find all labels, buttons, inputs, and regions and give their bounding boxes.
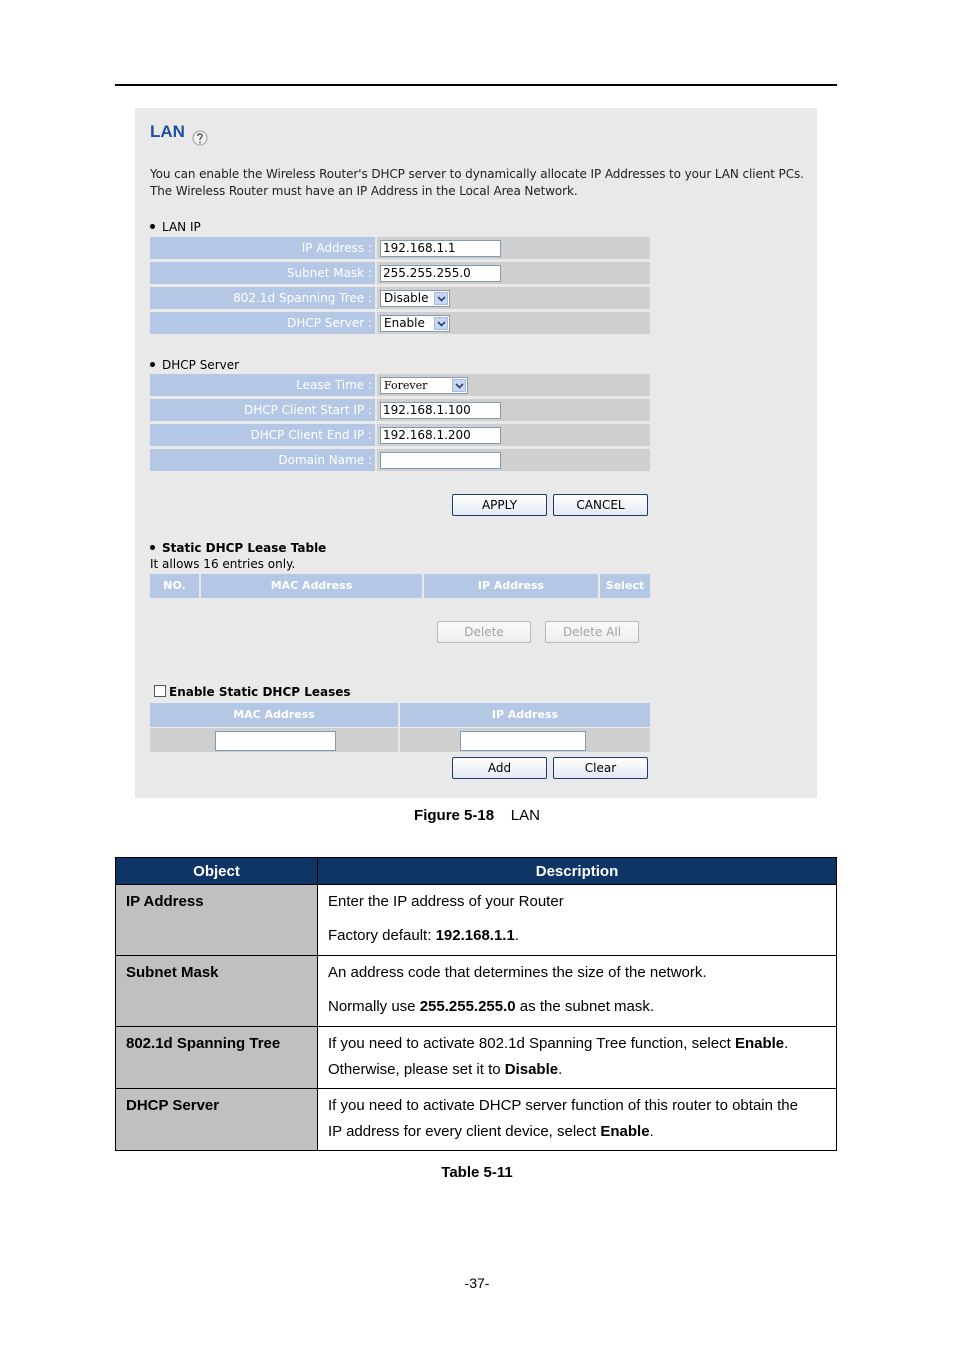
ip-address-input[interactable] — [460, 731, 586, 751]
spanning-tree-row — [150, 286, 650, 311]
lan-settings-panel — [135, 108, 817, 798]
subnet-mask-input[interactable] — [380, 265, 501, 282]
bullet-icon — [150, 545, 155, 550]
col-ip-address: IP Address — [400, 703, 650, 727]
description-cell: An address code that determines the size of the network. Normally use 255.255.255.0 as the subnet mask. — [318, 956, 837, 1027]
end-ip-label: DHCP Client End IP : — [150, 423, 376, 448]
delete-button[interactable]: Delete — [437, 621, 531, 643]
static-leases-header — [150, 703, 650, 727]
start-ip-row — [150, 398, 650, 423]
checkbox-icon[interactable] — [154, 685, 166, 697]
static-table-heading: Static DHCP Lease Table — [150, 541, 326, 555]
dhcp-server-form — [150, 374, 650, 474]
table-header-row — [116, 858, 837, 885]
bullet-icon — [150, 224, 155, 229]
subnet-mask-row — [150, 261, 650, 286]
enable-static-leases-checkbox[interactable]: Enable Static DHCP Leases — [154, 685, 351, 699]
static-leases-row — [150, 728, 650, 752]
chevron-down-icon[interactable] — [434, 317, 448, 330]
static-table-header — [150, 574, 650, 598]
lease-time-select[interactable]: Forever — [380, 377, 468, 394]
dhcp-server-select[interactable]: Enable — [380, 315, 450, 332]
clear-button[interactable]: Clear — [553, 757, 648, 779]
cancel-button[interactable]: CANCEL — [553, 494, 648, 516]
spanning-tree-label: 802.1d Spanning Tree : — [150, 286, 376, 311]
table-row — [116, 956, 837, 1027]
help-icon[interactable] — [191, 130, 209, 146]
lan-ip-heading: LAN IP — [150, 220, 201, 234]
start-ip-input[interactable] — [380, 402, 501, 419]
dhcp-server-row — [150, 311, 650, 336]
table-row — [116, 1027, 837, 1089]
object-cell: 802.1d Spanning Tree — [116, 1027, 318, 1089]
col-no: NO. — [150, 574, 201, 598]
table-row — [116, 885, 837, 956]
dhcp-server-label: DHCP Server : — [150, 311, 376, 336]
lease-time-row — [150, 374, 650, 398]
spanning-tree-select[interactable]: Disable — [380, 290, 450, 307]
col-mac-address: MAC Address — [201, 574, 424, 598]
end-ip-input[interactable] — [380, 427, 501, 444]
object-cell: DHCP Server — [116, 1089, 318, 1151]
domain-name-label: Domain Name : — [150, 448, 376, 473]
table-row — [116, 1089, 837, 1151]
apply-button[interactable]: APPLY — [452, 494, 547, 516]
description-table — [115, 857, 837, 1151]
ip-address-label: IP Address : — [150, 237, 376, 261]
static-table-note: It allows 16 entries only. — [150, 557, 296, 571]
col-mac-address: MAC Address — [150, 703, 400, 727]
chevron-down-icon[interactable] — [452, 379, 466, 392]
bullet-icon — [150, 362, 155, 367]
ip-address-input[interactable] — [380, 240, 501, 257]
domain-name-row — [150, 448, 650, 473]
figure-caption: Figure 5-18 LAN — [414, 807, 540, 824]
header-rule — [115, 84, 837, 86]
start-ip-label: DHCP Client Start IP : — [150, 398, 376, 423]
subnet-mask-label: Subnet Mask : — [150, 261, 376, 286]
description-cell: Enter the IP address of your Router Factory default: 192.168.1.1. — [318, 885, 837, 956]
domain-name-input[interactable] — [380, 452, 501, 469]
intro-text: You can enable the Wireless Router's DHCP server to dynamically allocate IP Addresses to your LAN client PCs. The Wireless Router must have an IP Address in the Local Area Network. — [150, 167, 804, 198]
lan-ip-form — [150, 237, 650, 337]
header-description: Description — [318, 858, 837, 885]
header-object: Object — [116, 858, 318, 885]
add-button[interactable]: Add — [452, 757, 547, 779]
page-title: LAN — [150, 122, 185, 141]
delete-all-button[interactable]: Delete All — [545, 621, 639, 643]
ip-address-row — [150, 237, 650, 261]
page-number: -37- — [464, 1275, 490, 1291]
dhcp-server-heading: DHCP Server — [150, 358, 239, 372]
table-caption: Table 5-11 — [441, 1164, 513, 1181]
mac-address-input[interactable] — [215, 731, 336, 751]
description-cell: If you need to activate 802.1d Spanning Tree function, select Enable. Otherwise, please set it to Disable. — [318, 1027, 837, 1089]
col-ip-address: IP Address — [424, 574, 600, 598]
description-cell: If you need to activate DHCP server function of this router to obtain the IP address for every client device, select Enable. — [318, 1089, 837, 1151]
object-cell: IP Address — [116, 885, 318, 956]
chevron-down-icon[interactable] — [434, 292, 448, 305]
end-ip-row — [150, 423, 650, 448]
lease-time-label: Lease Time : — [150, 374, 376, 398]
object-cell: Subnet Mask — [116, 956, 318, 1027]
col-select: Select — [600, 574, 650, 598]
